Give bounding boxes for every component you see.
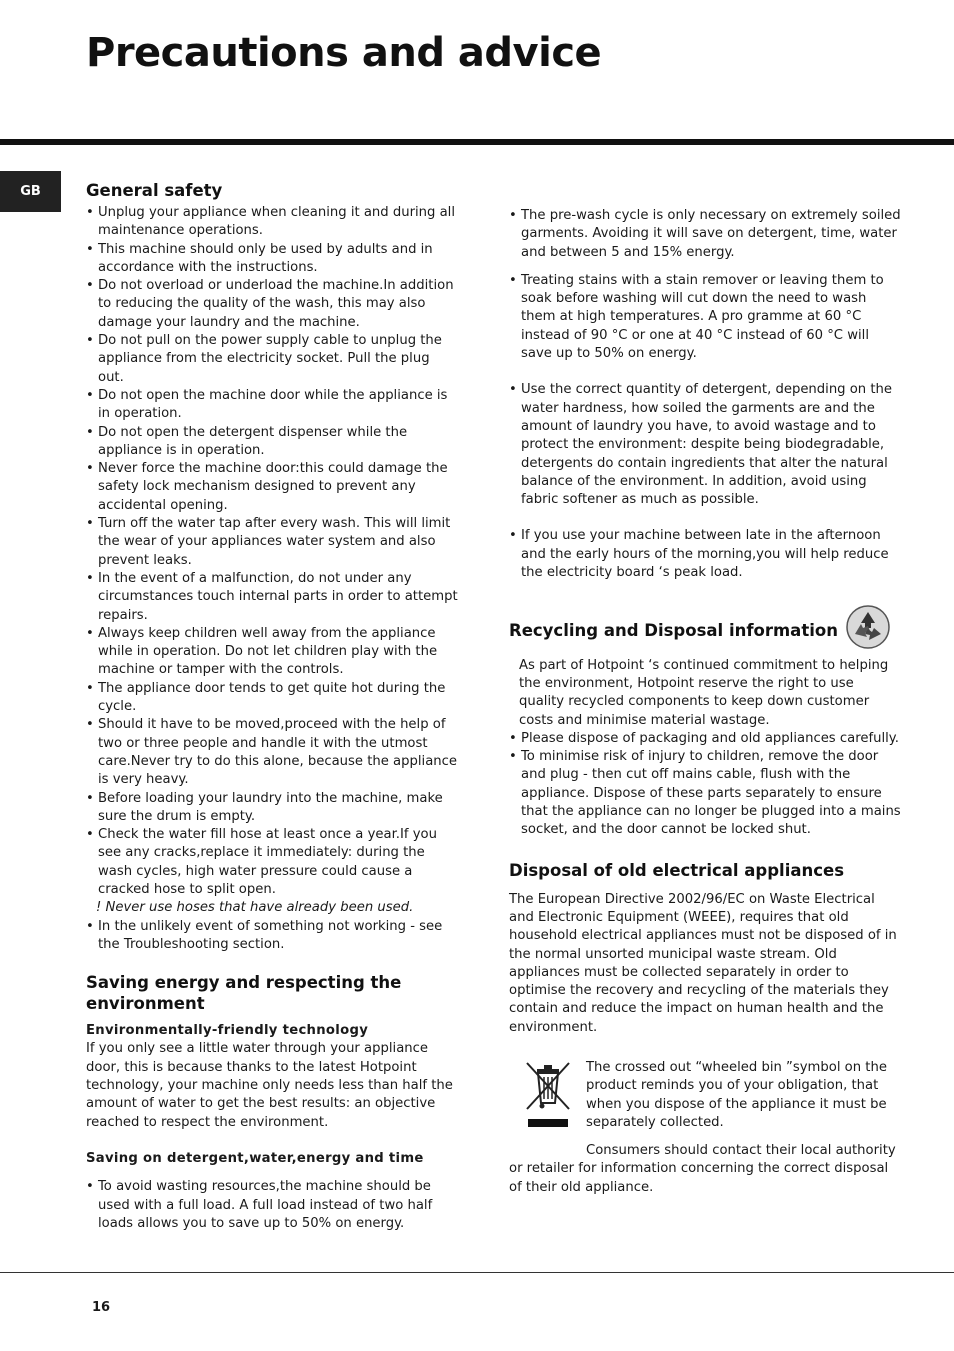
list-item: • This machine should only be used by adults and in accordance with the instructions.	[86, 241, 458, 278]
consumers-text: Consumers should contact their local authority or retailer for information concerning the correct disposal of their old appliance.	[509, 1143, 896, 1195]
list-item: • In the unlikely event of something not working - see the Troubleshooting section.	[86, 918, 458, 955]
list-item: • Do not pull on the power supply cable to unplug the appliance from the electricity socket. Pull the plug out.	[86, 332, 458, 387]
footer-divider	[0, 1272, 954, 1273]
list-item: • Before loading your laundry into the machine, make sure the drum is empty.	[86, 790, 458, 827]
page-number: 16	[92, 1300, 111, 1315]
disposal-text: The European Directive 2002/96/EC on Waste Electrical and Electronic Equipment (WEEE), requires that old household electrical appliances must not be disposed of in the normal unsorted municipal waste stream. Old appliances must be collected separately in order to optimise the recovery and recycling of the materials they contain and reduce the impact on human health and the environment.	[509, 891, 897, 1035]
weee-block	[509, 1059, 901, 1197]
weee-bin-text: The crossed out “wheeled bin ”symbol on the product reminds you of your obligation, that when you dispose of the appliance it must be separately collected.	[586, 1059, 887, 1130]
recycling-heading: Recycling and Disposal information	[509, 620, 838, 640]
list-item: • In the event of a malfunction, do not under any circumstances touch internal parts in order to attempt repairs.	[86, 570, 458, 625]
language-tab: GB	[0, 171, 61, 212]
right-column	[509, 207, 901, 1197]
recycle-icon	[845, 604, 891, 656]
list-item: • Turn off the water tap after every wash. This will limit the wear of your appliances water system and also prevent leaks.	[86, 515, 458, 570]
eco-technology-heading: Environmentally-friendly technology	[86, 1023, 369, 1039]
crossed-wheeled-bin-icon	[523, 1059, 573, 1137]
list-item: • Do not open the detergent dispenser while the appliance is in operation.	[86, 424, 458, 461]
hose-warning-note: ! Never use hoses that have already been used.	[96, 900, 414, 916]
list-item: • Use the correct quantity of detergent, depending on the water hardness, how soiled the garments are and the amount of laundry you have, to avoid wastage and to protect the environment: despite being biodegradable, detergents do contain ingredients that alter the natural balance of the environment. In addition, avoid using fabric softener as much as possible.	[509, 381, 901, 509]
header-divider	[0, 139, 954, 145]
left-column	[86, 180, 458, 1233]
list-item: • Please dispose of packaging and old appliances carefully.	[509, 730, 901, 748]
saving-tips-list	[509, 207, 901, 582]
general-safety-heading: General safety	[86, 181, 223, 200]
list-item: • Never force the machine door:this could damage the safety lock mechanism designed to prevent any accidental opening.	[86, 460, 458, 515]
disposal-heading: Disposal of old electrical appliances	[509, 860, 845, 880]
list-item: • If you use your machine between late in the afternoon and the early hours of the morning,you will help reduce the electricity board ‘s peak load.	[509, 527, 901, 582]
list-item: • Always keep children well away from the appliance while in operation. Do not let children play with the machine or tamper with the controls.	[86, 625, 458, 680]
list-item: • The appliance door tends to get quite hot during the cycle.	[86, 680, 458, 717]
list-item: • Treating stains with a stain remover or leaving them to soak before washing will cut down the need to wash them at high temperatures. A pro gramme at 60 °C instead of 90 °C or one at 40 °C instead of 60 °C will save up to 50% on energy.	[509, 272, 901, 363]
list-item: • To minimise risk of injury to children, remove the door and plug - then cut off mains cable, flush with the appliance. Dispose of these parts separately to ensure that the appliance can no longer be plugged into a mains socket, and the door cannot be locked shut.	[509, 748, 901, 839]
list-item: • Unplug your appliance when cleaning it and during all maintenance operations.	[86, 204, 458, 241]
eco-technology-text: If you only see a little water through your appliance door, this is because thanks to the latest Hotpoint technology, your machine only needs less than half the amount of water to get the best results: an objective reached to respect the environment.	[86, 1041, 453, 1130]
general-safety-list	[86, 204, 458, 899]
list-item: • Do not overload or underload the machine.In addition to reducing the quality of the wash, this may also damage your laundry and the machine.	[86, 277, 458, 332]
list-item: • To avoid wasting resources,the machine should be used with a full load. A full load instead of two half loads allows you to save up to 50% on energy.	[86, 1178, 458, 1233]
saving-detergent-heading: Saving on detergent,water,energy and time	[86, 1150, 424, 1166]
page-title: Precautions and advice	[86, 30, 602, 76]
recycling-header	[509, 604, 901, 656]
list-item: • Should it have to be moved,proceed with the help of two or three people and handle it with the utmost care.Never try to do this alone, because the appliance is very heavy.	[86, 716, 458, 789]
list-item: • Check the water fill hose at least once a year.If you see any cracks,replace it immediately: during the wash cycles, high water pressure could cause a cracked hose to split open.	[86, 826, 458, 899]
list-item: • The pre-wash cycle is only necessary on extremely soiled garments. Avoiding it will save on detergent, time, water and between 5 and 15% energy.	[509, 207, 901, 262]
recycling-intro: As part of Hotpoint ‘s continued commitment to helping the environment, Hotpoint reserve the right to use quality recycled components to keep down customer costs and minimise material wastage.	[519, 657, 889, 728]
saving-energy-heading: Saving energy and respecting the environment	[86, 973, 402, 1014]
list-item: • Do not open the machine door while the appliance is in operation.	[86, 387, 458, 424]
